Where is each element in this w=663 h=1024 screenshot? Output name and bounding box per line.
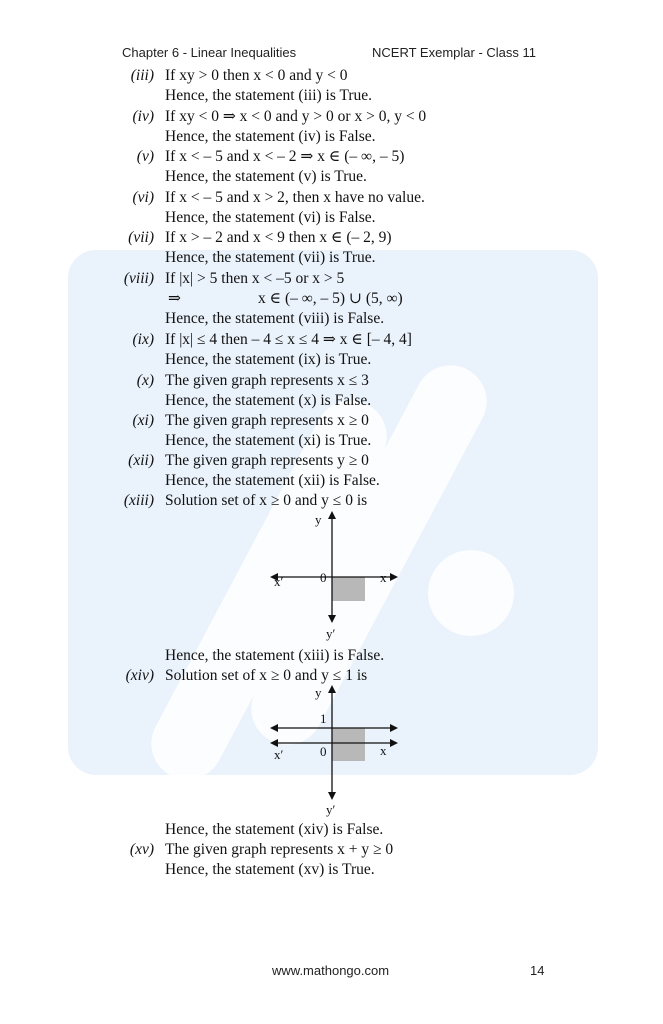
item-verdict: Hence, the statement (xii) is False. [165, 472, 380, 489]
x-prime-label: x′ [274, 574, 284, 589]
arrow-down-icon [328, 615, 336, 623]
item-statement: The given graph represents x ≤ 3 [165, 372, 369, 389]
item-statement: If xy < 0 ⇒ x < 0 and y > 0 or x > 0, y < 0 [165, 108, 427, 125]
item-statement: x ∈ (– ∞, – 5) ∪ (5, ∞) [258, 290, 403, 307]
implies-arrow: ⇒ [168, 290, 181, 307]
y-label: y [315, 512, 322, 527]
item-statement: If x < – 5 and x > 2, then x have no value. [165, 189, 425, 206]
shaded-region [332, 728, 365, 761]
graph-xiii [262, 506, 402, 649]
item-verdict: Hence, the statement (iii) is True. [165, 87, 373, 104]
item-statement: If x < – 5 and x < – 2 ⇒ x ∈ (– ∞, – 5) [165, 148, 405, 165]
item-number: (x) [136, 372, 154, 389]
item-verdict: Hence, the statement (vi) is False. [165, 209, 376, 226]
item-number: (vii) [128, 229, 154, 246]
item-statement: The given graph represents y ≥ 0 [165, 452, 369, 469]
item-verdict: Hence, the statement (ix) is True. [165, 351, 372, 368]
footer-url: www.mathongo.com [272, 963, 390, 978]
item-statement: The given graph represents x + y ≥ 0 [165, 841, 394, 858]
arrow-left-icon [270, 739, 278, 747]
item-number: (xiv) [125, 667, 154, 684]
graph-xiv [262, 680, 402, 825]
item-statement: If xy > 0 then x < 0 and y < 0 [165, 67, 348, 84]
item-statement: Solution set of x ≥ 0 and y ≤ 0 is [165, 492, 368, 509]
item-number: (viii) [123, 270, 154, 287]
item-number: (xv) [129, 841, 154, 858]
arrow-left-icon [270, 724, 278, 732]
item-verdict: Hence, the statement (xiii) is False. [165, 647, 385, 664]
item-statement: Solution set of x ≥ 0 and y ≤ 1 is [165, 667, 368, 684]
item-verdict: Hence, the statement (xi) is True. [165, 432, 372, 449]
arrow-up-icon [328, 511, 336, 519]
item-verdict: Hence, the statement (v) is True. [165, 168, 367, 185]
arrow-up-icon [328, 685, 336, 693]
arrow-right-icon [390, 724, 398, 732]
item-number: (vi) [132, 189, 154, 206]
item-verdict: Hence, the statement (iv) is False. [165, 128, 376, 145]
y-prime-label: y′ [326, 802, 336, 817]
x-prime-label: x′ [274, 747, 284, 762]
item-verdict: Hence, the statement (xiv) is False. [165, 821, 384, 838]
origin-label: 0 [320, 744, 327, 759]
item-number: (iii) [130, 67, 154, 84]
arrow-right-icon [390, 739, 398, 747]
item-statement: The given graph represents x ≥ 0 [165, 412, 369, 429]
item-statement: If |x| ≤ 4 then – 4 ≤ x ≤ 4 ⇒ x ∈ [– 4, 4] [165, 331, 412, 348]
item-number: (ix) [132, 331, 154, 348]
watermark-dot [428, 550, 514, 636]
origin-label: 0 [320, 570, 327, 585]
y-prime-label: y′ [326, 626, 336, 641]
arrow-down-icon [328, 792, 336, 800]
x-label: x [380, 743, 387, 758]
item-number: (xiii) [123, 492, 154, 509]
item-verdict: Hence, the statement (x) is False. [165, 392, 372, 409]
item-statement: If x > – 2 and x < 9 then x ∈ (– 2, 9) [165, 229, 392, 246]
chapter-title: Chapter 6 - Linear Inequalities [122, 45, 297, 60]
item-number: (iv) [132, 108, 154, 125]
x-label: x [380, 570, 387, 585]
arrow-right-icon [390, 573, 398, 581]
item-verdict: Hence, the statement (viii) is False. [165, 310, 385, 327]
item-number: (xii) [128, 452, 154, 469]
y-label: y [315, 685, 322, 700]
item-number: (v) [136, 148, 154, 165]
item-verdict: Hence, the statement (vii) is True. [165, 249, 376, 266]
item-number: (xi) [132, 412, 154, 429]
shaded-region [332, 577, 365, 601]
item-verdict: Hence, the statement (xv) is True. [165, 861, 375, 878]
page-number: 14 [530, 963, 545, 978]
one-label: 1 [320, 711, 327, 726]
book-title: NCERT Exemplar - Class 11 [372, 45, 536, 60]
item-statement: If |x| > 5 then x < –5 or x > 5 [165, 270, 345, 287]
